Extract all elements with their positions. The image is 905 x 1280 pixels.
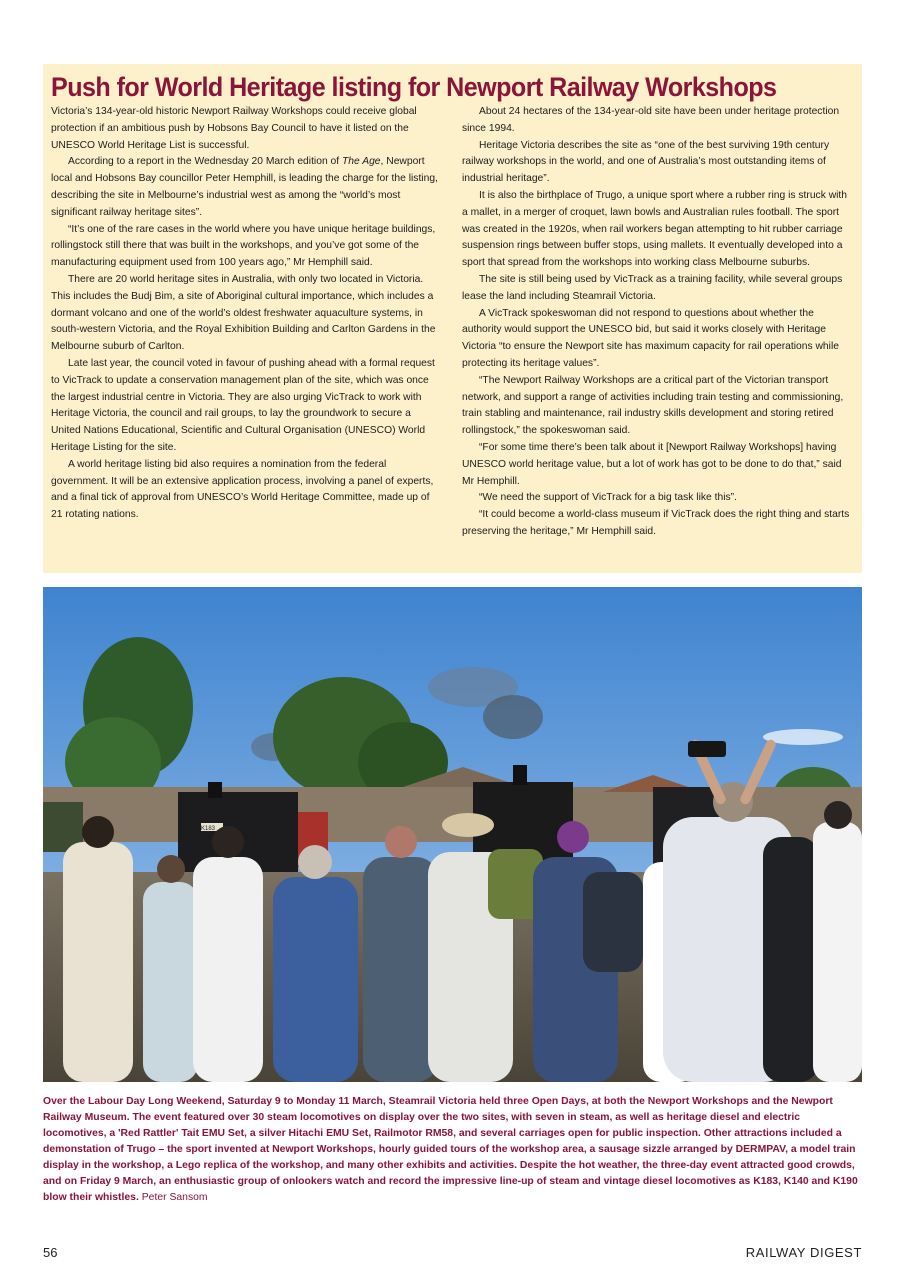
paragraph: Heritage Victoria describes the site as “one of the best surviving 19th century railway workshops in the world, and one of Australia’s most outstanding items of industrial heritage”. [462, 139, 830, 185]
paragraph: A VicTrack spokeswoman did not respond to questions about whether the authority would support the UNESCO bid, but said it works closely with Heritage Victoria “to ensure the Newport site has maximum capacity for rail operations while protecting its heritage values”. [462, 307, 839, 369]
loco-chimney [513, 765, 527, 785]
open-day-photo [43, 587, 862, 1082]
paragraph: A world heritage listing bid also requires a nomination from the federal government. It will be an extensive application process, involving a panel of experts, and a final tick of approval from UNESCO’s World Heritage Committee, made up of 21 rotating nations. [51, 458, 434, 521]
page-number: 56 [43, 1245, 58, 1260]
article-columns [51, 104, 852, 541]
paragraph: There are 20 world heritage sites in Australia, with only two located in Victoria. This includes the Budj Bim, a site of Aboriginal cultural importance, which includes a dormant volcano and one of the world’s oldest freshwater aquaculture systems, in south-western Victoria, and the Royal Exhibition Building and Carlton Gardens in the Melbourne suburb of Carlton. [51, 273, 436, 353]
loco-number-text: K183 [201, 826, 216, 832]
paragraph: “It’s one of the rare cases in the world where you have unique heritage buildings, rollingstock still there that was built in the workshops, and you’ve got some of the manufacturing equipment used from 100 years ago,” Mr Hemphill said. [51, 223, 436, 269]
photo-credit: Peter Sansom [141, 1192, 208, 1203]
paragraph: Victoria’s 134-year-old historic Newport Railway Workshops could receive global protection if an ambitious push by Hobsons Bay Council to have it listed on the UNESCO World Heritage List is successful. [51, 106, 417, 151]
publication-title: The Age [341, 156, 381, 168]
paragraph: It is also the birthplace of Trugo, a unique sport where a rubber ring is struck with a mallet, in a merger of croquet, lawn bowls and Australian rules football. The sport was created in the 1920s, when rail workers began attempting to hit rubber carriage suspension rings between buffer stops, using mallets. It eventually developed into a sport that spread from the workshops into working class Melbourne suburbs. [462, 189, 848, 269]
paragraph: The site is still being used by VicTrack as a training facility, while several groups lease the land including Steamrail Victoria. [462, 273, 843, 302]
paragraph: About 24 hectares of the 134-year-old site have been under heritage protection since 1994. [462, 106, 840, 134]
paragraph: “It could become a world-class museum if VicTrack does the right thing and starts preserving the heritage,” Mr Hemphill said. [462, 509, 850, 537]
paragraph: “The Newport Railway Workshops are a critical part of the Victorian transport network, and support a range of activities including train testing and commissioning, train stabling and maintenance, rail industry skills development and storing retired rollingstock,” the spokeswoman said. [462, 374, 844, 437]
paragraph: Late last year, the council voted in favour of pushing ahead with a formal request to VicTrack to update a conservation management plan of the site, which was once the largest industrial centre in Victoria. They are also urging VicTrack to work with Heritage Victoria, the council and rail groups, to lay the groundwork to secure a United Nations Educational, Scientific and Cultural Organisation (UNESCO) World Heritage Listing for the site. [51, 357, 435, 453]
paragraph: “We need the support of VicTrack for a big task like this”. [479, 492, 737, 504]
photo-caption [43, 1094, 864, 1206]
article-column-right [462, 104, 852, 541]
caption-text: Over the Labour Day Long Weekend, Saturday 9 to Monday 11 March, Steamrail Victoria held three Open Days, at both the Newport Workshops and the Newport Railway Museum. The event featured over 30 steam locomotives on display over the two sites, with seven in steam, as well as heritage diesel and electric locomotives, a 'Red Rattler' Tait EMU Set, a silver Hitachi EMU Set, Railmotor RM58, and several carriages open for public inspection. Other attractions included a demonstation of Trugo – the sport invented at Newport Workshops, hourly guided tours of the workshop area, a sausage sizzle arranged by DERMPAV, a model train display in the workshop, a Lego replica of the workshop, and many other exhibits and activities. Despite the hot weather, the three-day event attracted good crowds, and on Friday 9 March, an enthusiastic group of onlookers watch and record the impressive line-up of steam and vintage diesel locomotives as K183, K140 and K190 blow their whistles. [43, 1096, 858, 1203]
paragraph: According to a report in the Wednesday 20 March edition of The Age, Newport local and Hobsons Bay councillor Peter Hemphill, is leading the charge for the listing, describing the site in Melbourne’s industrial west as among the “world’s most significant railway heritage sites”. [51, 156, 438, 218]
smoke-plume [483, 695, 543, 739]
article-headline: Push for World Heritage listing for Newport Railway Workshops [51, 72, 777, 102]
crowd-photo-illustration [43, 587, 862, 1082]
paragraph: “For some time there’s been talk about it [Newport Railway Workshops] having UNESCO world heritage value, but a lot of work has got to be done to do that,” said Mr Hemphill. [462, 441, 842, 487]
magazine-name: RAILWAY DIGEST [745, 1245, 862, 1260]
loco-chimney [208, 782, 222, 798]
article-box [43, 64, 862, 573]
article-column-left [51, 104, 441, 541]
phone-camera [688, 741, 726, 757]
